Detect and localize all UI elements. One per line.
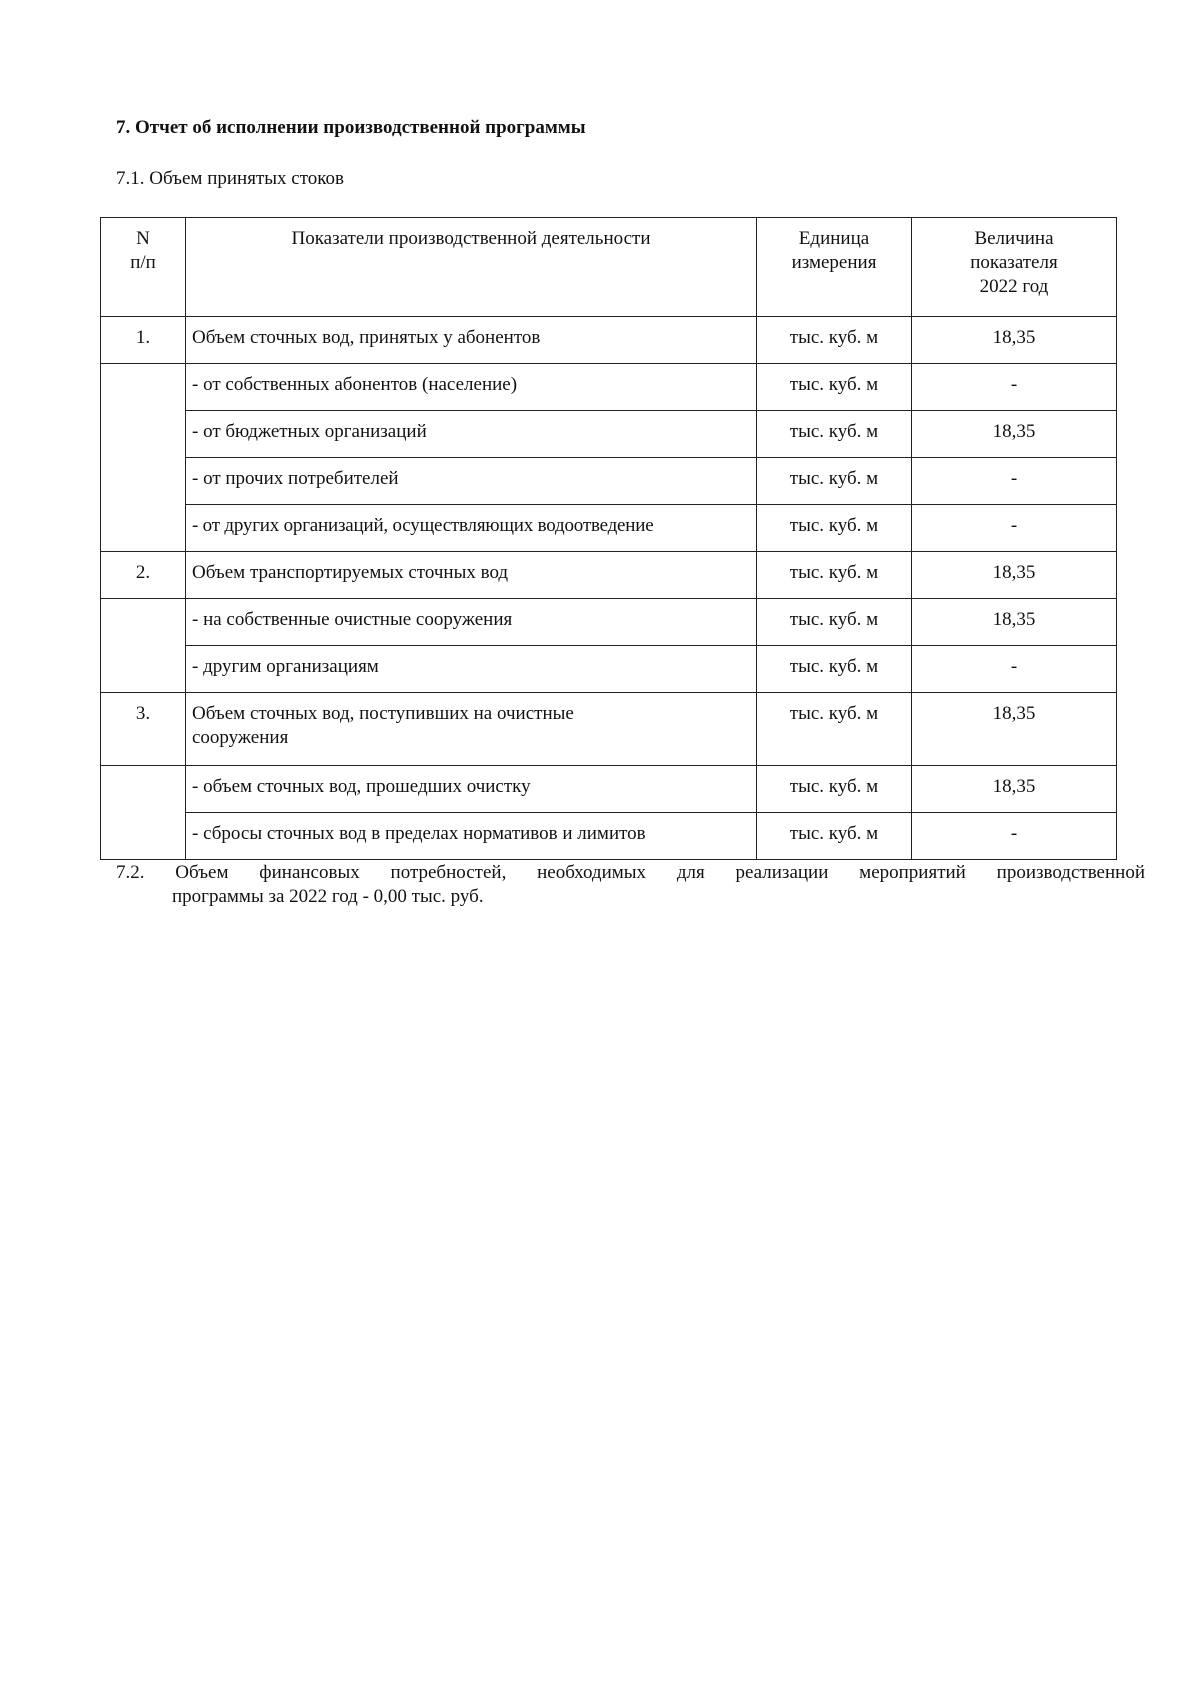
row-indicator: - объем сточных вод, прошедших очистку <box>186 766 757 813</box>
header-unit <box>757 218 912 317</box>
header-value <box>912 218 1117 317</box>
row-indicator: Объем транспортируемых сточных вод <box>186 552 757 599</box>
row-unit: тыс. куб. м <box>757 599 912 646</box>
header-indicator <box>186 218 757 317</box>
row-value: - <box>912 458 1117 505</box>
table-row <box>101 317 1117 364</box>
table-row <box>101 411 1117 458</box>
row-unit: тыс. куб. м <box>757 458 912 505</box>
row-indicator: - сбросы сточных вод в пределах нормативов и лимитов <box>186 813 757 860</box>
row-num <box>101 364 186 552</box>
row-value: 18,35 <box>912 599 1117 646</box>
row-indicator: - от других организаций, осуществляющих водоотведение <box>186 505 757 552</box>
row-unit: тыс. куб. м <box>757 505 912 552</box>
row-unit: тыс. куб. м <box>757 813 912 860</box>
table-row <box>101 599 1117 646</box>
table-row <box>101 364 1117 411</box>
table-row <box>101 766 1117 813</box>
row-num: 3. <box>101 693 186 766</box>
row-value: 18,35 <box>912 411 1117 458</box>
row-num: 1. <box>101 317 186 364</box>
subsection-title: 7.1. Объем принятых стоков <box>116 168 344 189</box>
row-unit: тыс. куб. м <box>757 646 912 693</box>
row-unit: тыс. куб. м <box>757 411 912 458</box>
row-value: 18,35 <box>912 766 1117 813</box>
row-value: - <box>912 646 1117 693</box>
table-header-row <box>101 218 1117 317</box>
header-unit-text: Единица измерения <box>791 228 877 273</box>
row-indicator: - другим организациям <box>186 646 757 693</box>
table-row <box>101 813 1117 860</box>
row-unit: тыс. куб. м <box>757 693 912 766</box>
row-unit: тыс. куб. м <box>757 364 912 411</box>
row-value: - <box>912 364 1117 411</box>
row-indicator: - от бюджетных организаций <box>186 411 757 458</box>
row-indicator: Объем сточных вод, поступивших на очистные сооружения <box>186 693 757 766</box>
row-indicator: - на собственные очистные сооружения <box>186 599 757 646</box>
row-num: 2. <box>101 552 186 599</box>
row-unit: тыс. куб. м <box>757 766 912 813</box>
row-num <box>101 599 186 693</box>
financial-note-continuation: программы за 2022 год - 0,00 тыс. руб. <box>172 886 484 907</box>
row-num <box>101 766 186 860</box>
table-row <box>101 693 1117 766</box>
row-indicator: - от собственных абонентов (население) <box>186 364 757 411</box>
row-value: - <box>912 813 1117 860</box>
report-table <box>100 217 1117 860</box>
row-value: 18,35 <box>912 693 1117 766</box>
header-num <box>101 218 186 317</box>
row-value: 18,35 <box>912 552 1117 599</box>
row-indicator: Объем сточных вод, принятых у абонентов <box>186 317 757 364</box>
table-row <box>101 646 1117 693</box>
header-value-text: Величина показателя 2022 год <box>970 228 1058 297</box>
row-value: 18,35 <box>912 317 1117 364</box>
row-unit: тыс. куб. м <box>757 552 912 599</box>
row-value: - <box>912 505 1117 552</box>
header-num-text: N п/п <box>130 228 156 273</box>
financial-note: 7.2. Объем финансовых потребностей, необходимых для реализации мероприятий производственной <box>116 862 1145 883</box>
table-row <box>101 552 1117 599</box>
header-indicator-text: Показатели производственной деятельности <box>291 228 651 249</box>
section-title: 7. Отчет об исполнении производственной программы <box>116 117 586 138</box>
table-row <box>101 505 1117 552</box>
row-unit: тыс. куб. м <box>757 317 912 364</box>
row-indicator: - от прочих потребителей <box>186 458 757 505</box>
table-row <box>101 458 1117 505</box>
